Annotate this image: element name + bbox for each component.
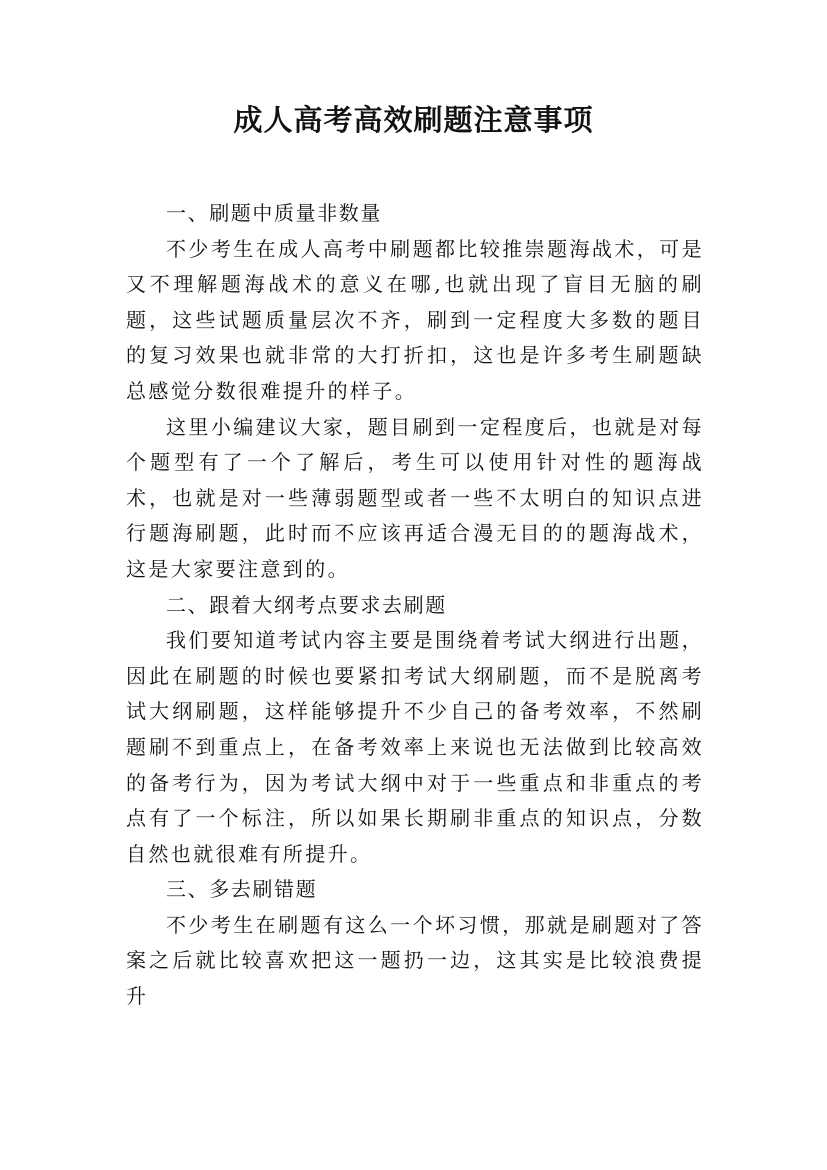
- section-heading-2: 二、跟着大纲考点要求去刷题: [166, 592, 447, 617]
- paragraph: 这里小编建议大家，题目刷到一定程度后，也就是对每个题型有了一个了解后，考生可以使用针对性的题海战术，也就是对一些薄弱题型或者一些不太明白的知识点进行题海刷题，此时而不应该再适合漫无目的的题海战术，这是大家要注意到的。: [126, 414, 704, 581]
- paragraph: 不少考生在刷题有这么一个坏习惯，那就是刷题对了答案之后就比较喜欢把这一题扔一边，这其实是比较浪费提升: [126, 912, 704, 1009]
- document-body: [126, 196, 704, 1015]
- paragraph: 我们要知道考试内容主要是围绕着考试大纲进行出题，因此在刷题的时候也要紧扣考试大纲刷题，而不是脱离考试大纲刷题，这样能够提升不少自己的备考效率，不然刷题刷不到重点上，在备考效率上来说也无法做到比较高效的备考行为，因为考试大纲中对于一些重点和非重点的考点有了一个标注，所以如果长期刷非重点的知识点，分数自然也就很难有所提升。: [126, 628, 704, 866]
- paragraph: 不少考生在成人高考中刷题都比较推崇题海战术，可是又不理解题海战术的意义在哪,也就出现了盲目无脑的刷题，这些试题质量层次不齐，刷到一定程度大多数的题目的复习效果也就非常的大打折扣，这也是许多考生刷题缺总感觉分数很难提升的样子。: [126, 236, 704, 403]
- document-title: 成人高考高效刷题注意事项: [233, 103, 594, 137]
- section-heading-3: 三、多去刷错题: [166, 877, 318, 902]
- section-heading-1: 一、刷题中质量非数量: [166, 201, 382, 225]
